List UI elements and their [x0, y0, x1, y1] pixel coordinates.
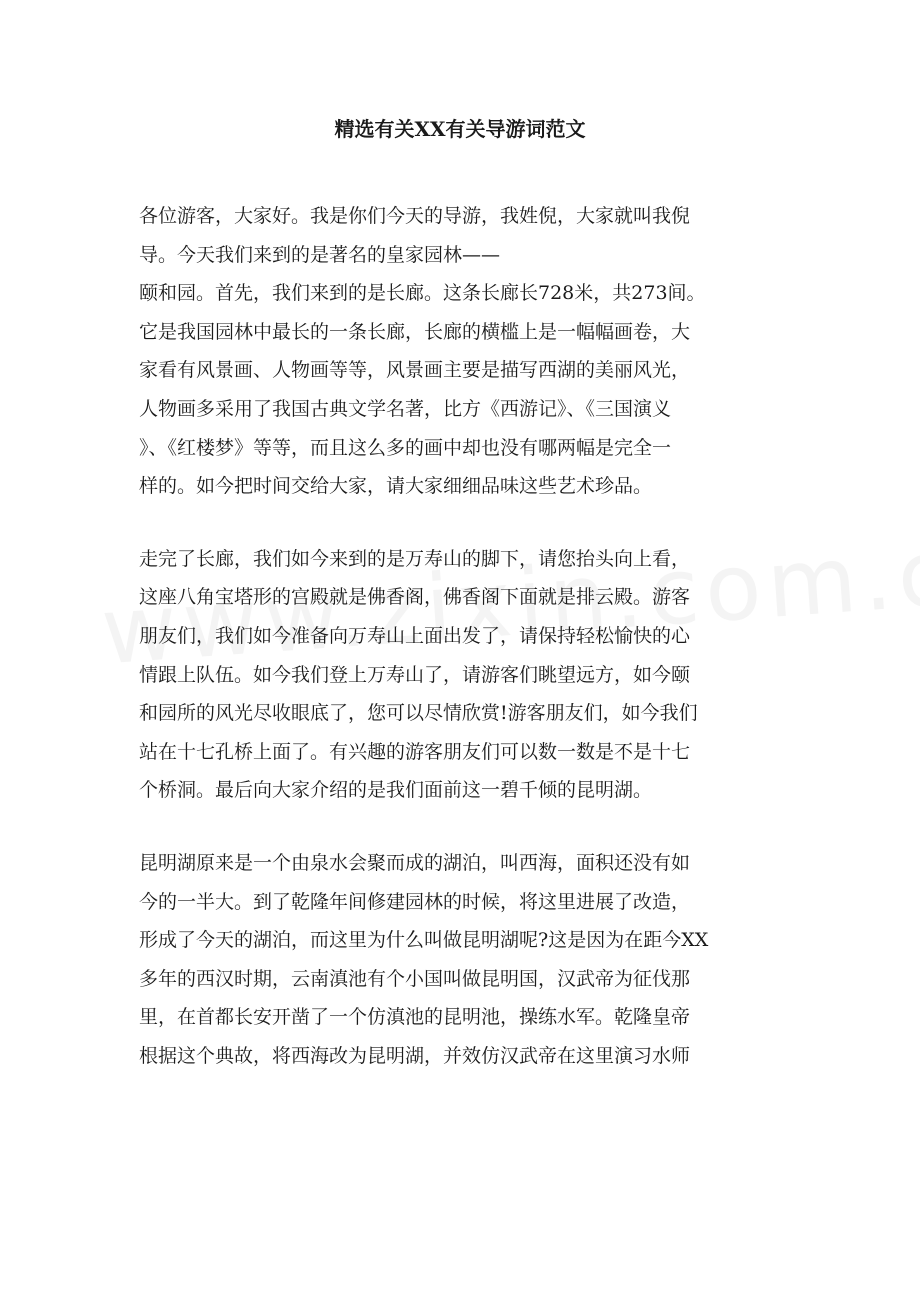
paragraph-line: 里，在首都长安开凿了一个仿滇池的昆明池，操练水军。乾隆皇帝: [139, 1006, 691, 1029]
paragraph-3: [139, 844, 781, 1076]
paragraph-line: 站在十七孔桥上面了。有兴趣的游客朋友们可以数一数是不是十七: [139, 740, 691, 763]
paragraph-line: 和园所的风光尽收眼底了，您可以尽情欣赏!游客朋友们，如今我们: [139, 702, 698, 725]
paragraph-line: 各位游客，大家好。我是你们今天的导游，我姓倪，大家就叫我倪: [139, 205, 691, 227]
paragraph-line: 家看有风景画、人物画等等，风景画主要是描写西湖的美丽风光，: [139, 359, 691, 382]
paragraph-line: 样的。如今把时间交给大家，请大家细细品味这些艺术珍品。: [139, 475, 653, 498]
paragraph-line: 朋友们，我们如今准备向万寿山上面出发了，请保持轻松愉快的心: [139, 624, 691, 647]
paragraph-line: 昆明湖原来是一个由泉水会聚而成的湖泊，叫西海，面积还没有如: [139, 851, 691, 874]
document-title: 精选有关XX有关导游词范文: [334, 117, 586, 141]
paragraph-line: 多年的西汉时期，云南滇池有个小国叫做昆明国，汉武帝为征伐那: [139, 967, 691, 990]
paragraph-line: 颐和园。首先，我们来到的是长廊。这条长廊长728米，共273间。: [139, 282, 706, 305]
paragraph-line: 导。今天我们来到的是著名的皇家园林——: [139, 243, 501, 266]
paragraph-line: 根据这个典故，将西海改为昆明湖，并效仿汉武帝在这里演习水师: [139, 1044, 691, 1067]
paragraph-line: 》、《红楼梦》等等，而且这么多的画中却也没有哪两幅是完全一: [139, 436, 672, 459]
paragraph-1: [139, 197, 781, 506]
paragraph-2: [139, 540, 781, 810]
paragraph-line: 形成了今天的湖泊，而这里为什么叫做昆明湖呢?这是因为在距今XX: [139, 929, 709, 952]
document-body: [139, 197, 781, 1109]
paragraph-line: 它是我国园林中最长的一条长廊，长廊的横槛上是一幅幅画卷，大: [139, 320, 691, 343]
paragraph-line: 情跟上队伍。如今我们登上万寿山了，请游客们眺望远方，如今颐: [139, 663, 691, 686]
paragraph-line: 今的一半大。到了乾隆年间修建园林的时候，将这里进展了改造，: [139, 890, 691, 913]
paragraph-line: 这座八角宝塔形的宫殿就是佛香阁，佛香阁下面就是排云殿。游客: [139, 586, 691, 609]
paragraph-line: 走完了长廊，我们如今来到的是万寿山的脚下，请您抬头向上看，: [139, 547, 691, 570]
paragraph-line: 个桥洞。最后向大家介绍的是我们面前这一碧千倾的昆明湖。: [139, 779, 653, 802]
paragraph-line: 人物画多采用了我国古典文学名著，比方《西游记》、《三国演义: [139, 397, 672, 420]
